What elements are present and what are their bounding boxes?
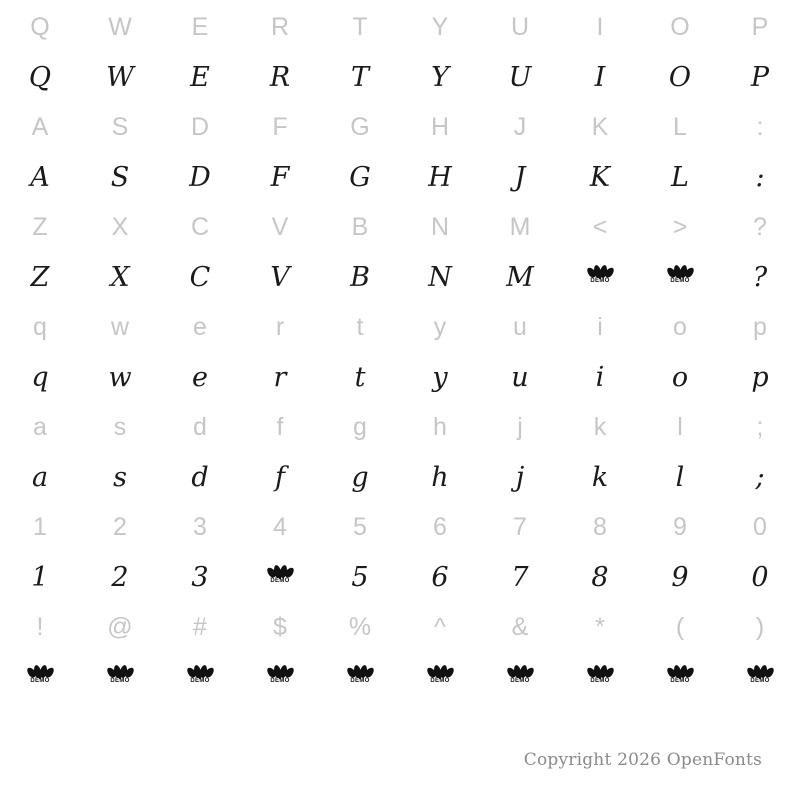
specimen-glyph: p (751, 361, 769, 393)
glyph-row (0, 102, 800, 152)
key-glyph: R (270, 12, 290, 41)
key-glyph: k (593, 412, 607, 441)
specimen-glyph: e (192, 361, 208, 393)
demo-watermark-label: DEMO (510, 678, 530, 684)
glyph-row (0, 52, 800, 102)
specimen-glyph: X (110, 261, 130, 293)
specimen-glyph: 8 (591, 561, 609, 593)
key-glyph: N (430, 212, 450, 241)
specimen-glyph: 1 (31, 561, 49, 593)
key-glyph: q (33, 312, 47, 341)
specimen-glyph: ; (755, 461, 765, 493)
key-glyph: Q (30, 12, 50, 41)
specimen-glyph: q (31, 361, 49, 393)
demo-watermark-icon (240, 652, 320, 702)
key-glyph: d (193, 412, 207, 441)
key-glyph: g (353, 412, 367, 441)
specimen-glyph: D (189, 161, 211, 193)
key-glyph: U (510, 12, 530, 41)
key-glyph: D (190, 112, 210, 141)
key-glyph: S (111, 112, 129, 141)
key-glyph: Y (431, 12, 449, 41)
key-glyph: 1 (33, 512, 47, 541)
demo-watermark-icon (560, 252, 640, 302)
key-glyph: A (31, 112, 49, 141)
key-glyph: 4 (273, 512, 287, 541)
key-glyph: M (509, 212, 531, 241)
key-glyph: e (193, 312, 207, 341)
specimen-glyph: L (671, 161, 689, 193)
key-glyph: H (430, 112, 450, 141)
specimen-glyph: S (110, 161, 130, 193)
specimen-glyph: G (349, 161, 371, 193)
specimen-glyph: F (270, 161, 290, 193)
specimen-glyph: g (351, 461, 369, 493)
key-glyph: 2 (113, 512, 127, 541)
key-glyph: 3 (193, 512, 207, 541)
key-glyph: r (275, 312, 285, 341)
key-glyph: J (513, 112, 527, 141)
demo-watermark-label: DEMO (590, 678, 610, 684)
specimen-glyph: J (514, 161, 526, 193)
key-glyph: V (271, 212, 289, 241)
glyph-row (0, 2, 800, 52)
specimen-glyph: y (432, 361, 448, 393)
key-glyph: u (513, 312, 527, 341)
key-glyph: G (350, 112, 370, 141)
specimen-glyph: P (750, 61, 770, 93)
specimen-glyph: O (668, 61, 692, 93)
specimen-glyph: 0 (751, 561, 769, 593)
key-glyph: w (110, 312, 130, 341)
demo-watermark-label: DEMO (350, 678, 370, 684)
specimen-glyph: 6 (431, 561, 449, 593)
key-glyph: 8 (593, 512, 607, 541)
demo-watermark-label: DEMO (30, 678, 50, 684)
key-glyph: 0 (753, 512, 767, 541)
specimen-glyph: K (589, 161, 611, 193)
key-glyph: T (352, 12, 368, 41)
specimen-glyph: i (595, 361, 605, 393)
glyph-row (0, 352, 800, 402)
glyph-row (0, 252, 800, 302)
key-glyph: I (596, 12, 604, 41)
key-glyph: t (356, 312, 364, 341)
key-glyph: ) (755, 612, 765, 641)
specimen-glyph: u (511, 361, 529, 393)
demo-watermark-icon (640, 252, 720, 302)
demo-watermark-label: DEMO (750, 678, 770, 684)
specimen-glyph: 7 (511, 561, 529, 593)
glyph-row (0, 452, 800, 502)
specimen-glyph: a (31, 461, 49, 493)
key-glyph: 9 (673, 512, 687, 541)
key-glyph: ; (756, 412, 764, 441)
specimen-glyph: W (106, 61, 134, 93)
key-glyph: y (433, 312, 447, 341)
key-glyph: ^ (434, 612, 446, 641)
specimen-glyph: E (190, 61, 210, 93)
key-glyph: ? (753, 212, 767, 241)
glyph-row (0, 402, 800, 452)
specimen-glyph: ? (752, 261, 768, 293)
key-glyph: # (193, 612, 207, 641)
key-glyph: K (591, 112, 609, 141)
specimen-glyph: Z (30, 261, 50, 293)
specimen-glyph: s (113, 461, 127, 493)
key-glyph: j (517, 412, 523, 441)
key-glyph: E (191, 12, 209, 41)
specimen-glyph: Q (28, 61, 52, 93)
key-glyph: < (592, 212, 608, 241)
specimen-glyph: U (508, 61, 532, 93)
specimen-glyph: k (591, 461, 609, 493)
demo-watermark-icon (720, 652, 800, 702)
key-glyph: : (756, 112, 764, 141)
key-glyph: a (33, 412, 47, 441)
key-glyph: W (108, 12, 132, 41)
key-glyph: i (597, 312, 603, 341)
specimen-glyph: M (506, 261, 534, 293)
key-glyph: X (111, 212, 129, 241)
key-glyph: C (190, 212, 210, 241)
key-glyph: 7 (513, 512, 527, 541)
key-glyph: O (670, 12, 690, 41)
demo-watermark-icon (560, 652, 640, 702)
specimen-glyph: 5 (351, 561, 369, 593)
specimen-glyph: B (350, 261, 370, 293)
key-glyph: o (673, 312, 687, 341)
specimen-glyph: 9 (671, 561, 689, 593)
specimen-glyph: f (275, 461, 285, 493)
glyph-row (0, 552, 800, 602)
specimen-glyph: l (675, 461, 685, 493)
specimen-glyph: R (269, 61, 291, 93)
demo-watermark-icon (320, 652, 400, 702)
specimen-glyph: H (428, 161, 452, 193)
glyph-row (0, 152, 800, 202)
specimen-glyph: t (354, 361, 366, 393)
demo-watermark-icon (0, 652, 80, 702)
key-glyph: & (511, 612, 529, 641)
key-glyph: * (595, 612, 605, 641)
demo-watermark-icon (480, 652, 560, 702)
key-glyph: > (672, 212, 688, 241)
demo-watermark-icon (160, 652, 240, 702)
specimen-glyph: T (350, 61, 369, 93)
specimen-glyph: Y (431, 61, 449, 93)
key-glyph: L (673, 112, 687, 141)
key-glyph: ( (675, 612, 685, 641)
specimen-glyph: A (30, 161, 50, 193)
specimen-glyph: d (191, 461, 209, 493)
demo-watermark-icon (640, 652, 720, 702)
key-glyph: @ (107, 612, 133, 641)
specimen-glyph: w (108, 361, 132, 393)
key-glyph: $ (273, 612, 287, 641)
specimen-glyph: V (270, 261, 290, 293)
key-glyph: F (272, 112, 288, 141)
demo-watermark-label: DEMO (670, 678, 690, 684)
demo-watermark-label: DEMO (190, 678, 210, 684)
glyph-row (0, 602, 800, 652)
key-glyph: ! (36, 612, 44, 641)
key-glyph: f (276, 412, 284, 441)
demo-watermark-label: DEMO (110, 678, 130, 684)
specimen-glyph: j (515, 461, 525, 493)
key-glyph: p (753, 312, 767, 341)
key-glyph: P (751, 12, 769, 41)
key-glyph: 6 (433, 512, 447, 541)
copyright-notice: Copyright 2026 OpenFonts (523, 750, 762, 770)
glyph-row (0, 202, 800, 252)
specimen-glyph: r (273, 361, 287, 393)
key-glyph: 5 (353, 512, 367, 541)
demo-watermark-icon (400, 652, 480, 702)
demo-watermark-icon (240, 552, 320, 602)
specimen-glyph: 2 (111, 561, 129, 593)
specimen-glyph: N (428, 261, 452, 293)
demo-watermark-label: DEMO (590, 278, 610, 284)
key-glyph: Z (32, 212, 48, 241)
key-glyph: l (677, 412, 683, 441)
specimen-glyph: C (189, 261, 211, 293)
specimen-glyph: o (671, 361, 689, 393)
demo-watermark-label: DEMO (430, 678, 450, 684)
specimen-glyph: I (594, 61, 606, 93)
key-glyph: h (433, 412, 447, 441)
specimen-glyph: : (755, 161, 765, 193)
glyph-row (0, 302, 800, 352)
glyph-row (0, 502, 800, 552)
demo-watermark-icon (80, 652, 160, 702)
key-glyph: B (351, 212, 369, 241)
key-glyph: % (348, 612, 372, 641)
demo-watermark-label: DEMO (270, 678, 290, 684)
demo-watermark-label: DEMO (270, 578, 290, 584)
demo-watermark-label: DEMO (670, 278, 690, 284)
specimen-glyph: 3 (191, 561, 209, 593)
specimen-glyph: h (431, 461, 449, 493)
key-glyph: s (113, 412, 127, 441)
glyph-row (0, 652, 800, 702)
